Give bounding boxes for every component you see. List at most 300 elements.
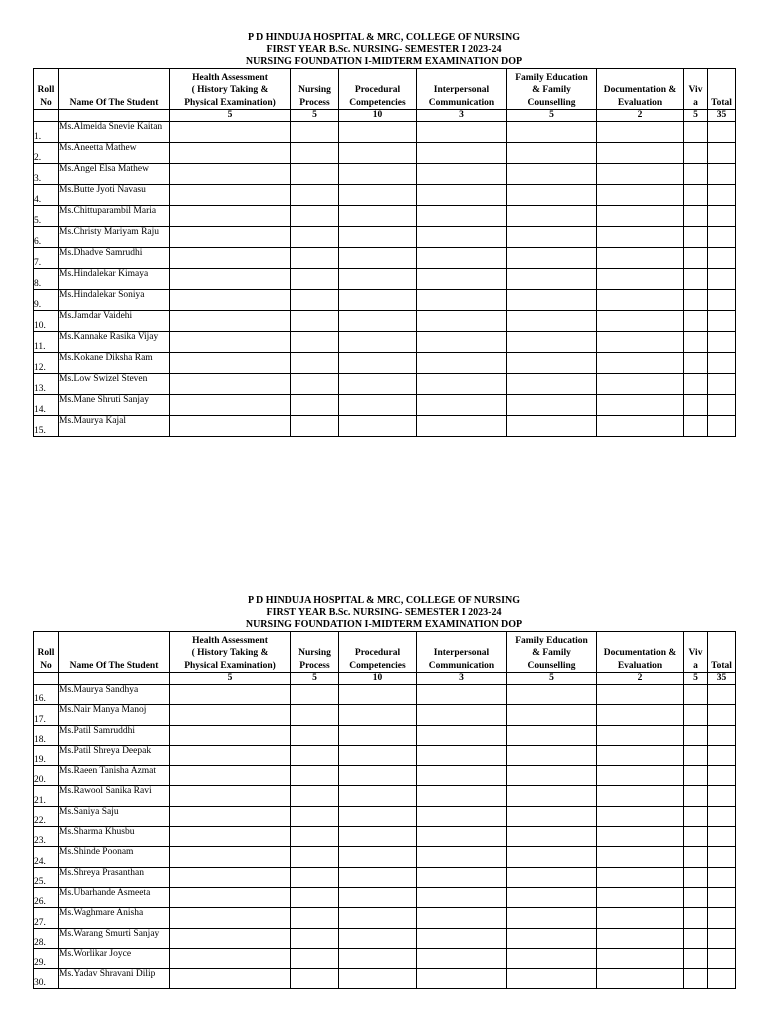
max-marks-health: 5 [170, 110, 291, 122]
max-marks-family: 5 [507, 673, 597, 685]
mark-cell-health[interactable] [170, 185, 291, 206]
mark-cell-health[interactable] [170, 786, 291, 806]
mark-cell-documentation[interactable] [597, 908, 684, 928]
mark-cell-procedural[interactable] [339, 948, 417, 968]
mark-cell-documentation[interactable] [597, 705, 684, 725]
student-name: Ms.Yadav Shravani Dilip [59, 969, 170, 989]
roll-number: 28. [34, 928, 59, 948]
max-marks-row [34, 110, 736, 122]
mark-cell-documentation[interactable] [597, 374, 684, 395]
mark-cell-health[interactable] [170, 248, 291, 269]
mark-cell-nursing[interactable] [291, 908, 339, 928]
mark-cell-health[interactable] [170, 705, 291, 725]
mark-cell-documentation[interactable] [597, 416, 684, 437]
mark-cell-family[interactable] [507, 122, 597, 143]
mark-cell-procedural[interactable] [339, 969, 417, 989]
mark-cell-total[interactable] [708, 248, 736, 269]
mark-cell-viva[interactable] [684, 827, 708, 847]
mark-cell-total[interactable] [708, 908, 736, 928]
mark-cell-viva[interactable] [684, 143, 708, 164]
mark-cell-nursing[interactable] [291, 206, 339, 227]
mark-cell-viva[interactable] [684, 745, 708, 765]
max-marks-procedural: 10 [339, 110, 417, 122]
mark-cell-family[interactable] [507, 685, 597, 705]
mark-cell-documentation[interactable] [597, 269, 684, 290]
mark-cell-nursing[interactable] [291, 969, 339, 989]
mark-cell-family[interactable] [507, 948, 597, 968]
mark-cell-documentation[interactable] [597, 725, 684, 745]
mark-cell-nursing[interactable] [291, 374, 339, 395]
mark-cell-interpersonal[interactable] [417, 705, 507, 725]
mark-cell-family[interactable] [507, 806, 597, 826]
mark-cell-viva[interactable] [684, 786, 708, 806]
student-row [34, 416, 736, 437]
mark-cell-health[interactable] [170, 725, 291, 745]
mark-cell-viva[interactable] [684, 928, 708, 948]
mark-cell-total[interactable] [708, 227, 736, 248]
mark-cell-documentation[interactable] [597, 164, 684, 185]
mark-cell-interpersonal[interactable] [417, 248, 507, 269]
student-row [34, 353, 736, 374]
mark-cell-viva[interactable] [684, 374, 708, 395]
mark-cell-health[interactable] [170, 395, 291, 416]
roll-number: 9. [34, 290, 59, 311]
mark-cell-interpersonal[interactable] [417, 766, 507, 786]
roll-number: 23. [34, 827, 59, 847]
mark-cell-procedural[interactable] [339, 185, 417, 206]
mark-cell-procedural[interactable] [339, 332, 417, 353]
mark-cell-health[interactable] [170, 206, 291, 227]
student-name: Ms.Saniya Saju [59, 806, 170, 826]
roll-number: 22. [34, 806, 59, 826]
mark-cell-nursing[interactable] [291, 685, 339, 705]
procedural-competencies-header: Procedural Competencies [339, 69, 417, 110]
mark-cell-documentation[interactable] [597, 185, 684, 206]
mark-cell-health[interactable] [170, 353, 291, 374]
mark-cell-procedural[interactable] [339, 745, 417, 765]
mark-cell-documentation[interactable] [597, 248, 684, 269]
mark-cell-procedural[interactable] [339, 311, 417, 332]
student-row [34, 311, 736, 332]
mark-cell-nursing[interactable] [291, 705, 339, 725]
mark-cell-interpersonal[interactable] [417, 227, 507, 248]
student-row [34, 725, 736, 745]
mark-cell-total[interactable] [708, 122, 736, 143]
student-row [34, 887, 736, 907]
mark-cell-total[interactable] [708, 685, 736, 705]
mark-cell-procedural[interactable] [339, 416, 417, 437]
mark-cell-total[interactable] [708, 395, 736, 416]
student-name: Ms.Hindalekar Kimaya [59, 269, 170, 290]
roll-number: 26. [34, 887, 59, 907]
mark-cell-family[interactable] [507, 185, 597, 206]
max-marks-interpersonal: 3 [417, 110, 507, 122]
mark-cell-documentation[interactable] [597, 206, 684, 227]
mark-cell-documentation[interactable] [597, 827, 684, 847]
mark-cell-family[interactable] [507, 290, 597, 311]
mark-cell-health[interactable] [170, 227, 291, 248]
mark-cell-total[interactable] [708, 928, 736, 948]
mark-cell-documentation[interactable] [597, 867, 684, 887]
mark-cell-procedural[interactable] [339, 353, 417, 374]
mark-cell-nursing[interactable] [291, 766, 339, 786]
mark-cell-interpersonal[interactable] [417, 122, 507, 143]
mark-cell-family[interactable] [507, 725, 597, 745]
mark-cell-procedural[interactable] [339, 867, 417, 887]
mark-cell-documentation[interactable] [597, 847, 684, 867]
mark-cell-interpersonal[interactable] [417, 374, 507, 395]
mark-cell-interpersonal[interactable] [417, 311, 507, 332]
mark-cell-viva[interactable] [684, 311, 708, 332]
mark-cell-nursing[interactable] [291, 311, 339, 332]
mark-cell-viva[interactable] [684, 685, 708, 705]
mark-cell-nursing[interactable] [291, 847, 339, 867]
mark-cell-documentation[interactable] [597, 311, 684, 332]
mark-cell-viva[interactable] [684, 353, 708, 374]
mark-cell-procedural[interactable] [339, 143, 417, 164]
mark-cell-family[interactable] [507, 374, 597, 395]
mark-cell-procedural[interactable] [339, 269, 417, 290]
mark-cell-documentation[interactable] [597, 395, 684, 416]
mark-cell-procedural[interactable] [339, 164, 417, 185]
total-header: Total [708, 632, 736, 673]
mark-cell-total[interactable] [708, 185, 736, 206]
nursing-process-header: Nursing Process [291, 632, 339, 673]
mark-cell-total[interactable] [708, 290, 736, 311]
mark-cell-interpersonal[interactable] [417, 928, 507, 948]
mark-cell-family[interactable] [507, 227, 597, 248]
max-marks-procedural: 10 [339, 673, 417, 685]
mark-cell-nursing[interactable] [291, 416, 339, 437]
mark-cell-procedural[interactable] [339, 227, 417, 248]
mark-cell-interpersonal[interactable] [417, 847, 507, 867]
mark-cell-nursing[interactable] [291, 867, 339, 887]
mark-cell-interpersonal[interactable] [417, 867, 507, 887]
student-name: Ms.Mane Shruti Sanjay [59, 395, 170, 416]
interpersonal-communication-header: Interpersonal Communication [417, 69, 507, 110]
student-name: Ms.Kokane Diksha Ram [59, 353, 170, 374]
mark-cell-total[interactable] [708, 766, 736, 786]
mark-cell-health[interactable] [170, 311, 291, 332]
mark-cell-family[interactable] [507, 867, 597, 887]
mark-cell-interpersonal[interactable] [417, 395, 507, 416]
mark-cell-viva[interactable] [684, 766, 708, 786]
mark-cell-total[interactable] [708, 206, 736, 227]
mark-cell-total[interactable] [708, 374, 736, 395]
mark-cell-procedural[interactable] [339, 290, 417, 311]
mark-cell-viva[interactable] [684, 185, 708, 206]
family-education-header: Family Education & Family Counselling [507, 632, 597, 673]
student-rows [34, 122, 736, 437]
mark-cell-documentation[interactable] [597, 969, 684, 989]
mark-cell-total[interactable] [708, 269, 736, 290]
mark-cell-total[interactable] [708, 827, 736, 847]
mark-cell-nursing[interactable] [291, 185, 339, 206]
mark-cell-interpersonal[interactable] [417, 908, 507, 928]
column-header-row [34, 632, 736, 673]
mark-cell-procedural[interactable] [339, 122, 417, 143]
mark-cell-health[interactable] [170, 143, 291, 164]
mark-cell-total[interactable] [708, 745, 736, 765]
mark-cell-viva[interactable] [684, 416, 708, 437]
mark-cell-nursing[interactable] [291, 948, 339, 968]
mark-cell-viva[interactable] [684, 290, 708, 311]
mark-cell-viva[interactable] [684, 948, 708, 968]
mark-cell-documentation[interactable] [597, 685, 684, 705]
mark-cell-nursing[interactable] [291, 353, 339, 374]
mark-cell-procedural[interactable] [339, 786, 417, 806]
mark-cell-documentation[interactable] [597, 786, 684, 806]
mark-cell-procedural[interactable] [339, 705, 417, 725]
mark-cell-procedural[interactable] [339, 395, 417, 416]
mark-cell-procedural[interactable] [339, 847, 417, 867]
mark-cell-viva[interactable] [684, 847, 708, 867]
mark-cell-health[interactable] [170, 290, 291, 311]
student-row [34, 206, 736, 227]
mark-cell-viva[interactable] [684, 164, 708, 185]
mark-cell-nursing[interactable] [291, 887, 339, 907]
mark-cell-viva[interactable] [684, 908, 708, 928]
mark-cell-nursing[interactable] [291, 290, 339, 311]
mark-cell-health[interactable] [170, 685, 291, 705]
mark-cell-total[interactable] [708, 969, 736, 989]
mark-cell-health[interactable] [170, 827, 291, 847]
mark-cell-documentation[interactable] [597, 122, 684, 143]
mark-cell-total[interactable] [708, 725, 736, 745]
mark-cell-family[interactable] [507, 969, 597, 989]
mark-cell-nursing[interactable] [291, 122, 339, 143]
mark-cell-documentation[interactable] [597, 332, 684, 353]
mark-cell-family[interactable] [507, 143, 597, 164]
mark-cell-health[interactable] [170, 332, 291, 353]
mark-cell-procedural[interactable] [339, 928, 417, 948]
mark-cell-procedural[interactable] [339, 766, 417, 786]
mark-cell-documentation[interactable] [597, 290, 684, 311]
student-row [34, 248, 736, 269]
mark-cell-health[interactable] [170, 416, 291, 437]
mark-cell-family[interactable] [507, 827, 597, 847]
mark-cell-interpersonal[interactable] [417, 745, 507, 765]
mark-cell-health[interactable] [170, 867, 291, 887]
mark-cell-total[interactable] [708, 786, 736, 806]
roll-number: 1. [34, 122, 59, 143]
mark-cell-nursing[interactable] [291, 269, 339, 290]
mark-cell-documentation[interactable] [597, 143, 684, 164]
mark-cell-nursing[interactable] [291, 786, 339, 806]
student-row [34, 290, 736, 311]
student-name: Ms.Christy Mariyam Raju [59, 227, 170, 248]
mark-cell-family[interactable] [507, 332, 597, 353]
marks-table [33, 631, 736, 989]
mark-cell-nursing[interactable] [291, 827, 339, 847]
mark-cell-family[interactable] [507, 745, 597, 765]
mark-cell-family[interactable] [507, 311, 597, 332]
mark-cell-total[interactable] [708, 867, 736, 887]
viva-header: Viv a [684, 69, 708, 110]
mark-cell-health[interactable] [170, 806, 291, 826]
mark-cell-family[interactable] [507, 206, 597, 227]
mark-cell-interpersonal[interactable] [417, 948, 507, 968]
mark-cell-viva[interactable] [684, 705, 708, 725]
mark-cell-procedural[interactable] [339, 887, 417, 907]
mark-cell-family[interactable] [507, 248, 597, 269]
mark-cell-procedural[interactable] [339, 827, 417, 847]
mark-cell-health[interactable] [170, 374, 291, 395]
mark-cell-total[interactable] [708, 887, 736, 907]
mark-cell-procedural[interactable] [339, 374, 417, 395]
mark-cell-family[interactable] [507, 928, 597, 948]
mark-cell-total[interactable] [708, 311, 736, 332]
mark-cell-documentation[interactable] [597, 745, 684, 765]
student-name: Ms.Hindalekar Soniya [59, 290, 170, 311]
mark-cell-interpersonal[interactable] [417, 185, 507, 206]
mark-cell-family[interactable] [507, 269, 597, 290]
mark-cell-procedural[interactable] [339, 908, 417, 928]
mark-cell-documentation[interactable] [597, 806, 684, 826]
mark-cell-interpersonal[interactable] [417, 143, 507, 164]
student-name: Ms.Ubarhande Asmeeta [59, 887, 170, 907]
mark-cell-nursing[interactable] [291, 164, 339, 185]
mark-cell-viva[interactable] [684, 122, 708, 143]
mark-cell-health[interactable] [170, 766, 291, 786]
mark-cell-interpersonal[interactable] [417, 827, 507, 847]
mark-cell-nursing[interactable] [291, 395, 339, 416]
mark-cell-health[interactable] [170, 928, 291, 948]
mark-cell-family[interactable] [507, 705, 597, 725]
mark-cell-interpersonal[interactable] [417, 164, 507, 185]
procedural-competencies-header: Procedural Competencies [339, 632, 417, 673]
health-assessment-header: Health Assessment ( History Taking & Physical Examination) [170, 632, 291, 673]
mark-cell-documentation[interactable] [597, 887, 684, 907]
student-row [34, 269, 736, 290]
mark-cell-interpersonal[interactable] [417, 332, 507, 353]
mark-cell-total[interactable] [708, 416, 736, 437]
mark-cell-family[interactable] [507, 395, 597, 416]
mark-cell-family[interactable] [507, 786, 597, 806]
mark-cell-interpersonal[interactable] [417, 806, 507, 826]
mark-cell-viva[interactable] [684, 332, 708, 353]
mark-cell-family[interactable] [507, 847, 597, 867]
mark-cell-documentation[interactable] [597, 766, 684, 786]
mark-cell-procedural[interactable] [339, 806, 417, 826]
mark-cell-health[interactable] [170, 269, 291, 290]
mark-cell-interpersonal[interactable] [417, 725, 507, 745]
mark-cell-interpersonal[interactable] [417, 887, 507, 907]
mark-cell-family[interactable] [507, 908, 597, 928]
mark-cell-documentation[interactable] [597, 227, 684, 248]
mark-cell-family[interactable] [507, 766, 597, 786]
roll-number: 25. [34, 867, 59, 887]
mark-cell-total[interactable] [708, 332, 736, 353]
student-name: Ms.Maurya Kajal [59, 416, 170, 437]
nursing-process-header: Nursing Process [291, 69, 339, 110]
student-row [34, 143, 736, 164]
mark-cell-viva[interactable] [684, 206, 708, 227]
mark-cell-viva[interactable] [684, 867, 708, 887]
max-marks-blank [59, 673, 170, 685]
mark-cell-total[interactable] [708, 847, 736, 867]
mark-cell-procedural[interactable] [339, 725, 417, 745]
mark-cell-health[interactable] [170, 948, 291, 968]
student-name: Ms.Waghmare Anisha [59, 908, 170, 928]
mark-cell-interpersonal[interactable] [417, 416, 507, 437]
mark-cell-nursing[interactable] [291, 745, 339, 765]
mark-cell-nursing[interactable] [291, 143, 339, 164]
mark-cell-interpersonal[interactable] [417, 206, 507, 227]
mark-cell-viva[interactable] [684, 269, 708, 290]
mark-cell-nursing[interactable] [291, 227, 339, 248]
mark-cell-nursing[interactable] [291, 806, 339, 826]
mark-cell-viva[interactable] [684, 248, 708, 269]
max-marks-nursing: 5 [291, 110, 339, 122]
roll-number: 27. [34, 908, 59, 928]
mark-cell-nursing[interactable] [291, 928, 339, 948]
mark-cell-total[interactable] [708, 948, 736, 968]
mark-cell-interpersonal[interactable] [417, 353, 507, 374]
roll-no-header: Roll No [34, 632, 59, 673]
mark-cell-procedural[interactable] [339, 206, 417, 227]
roll-number: 10. [34, 311, 59, 332]
mark-cell-nursing[interactable] [291, 725, 339, 745]
max-marks-blank [34, 110, 59, 122]
roll-number: 20. [34, 766, 59, 786]
mark-cell-family[interactable] [507, 353, 597, 374]
mark-cell-viva[interactable] [684, 887, 708, 907]
mark-cell-interpersonal[interactable] [417, 685, 507, 705]
mark-cell-health[interactable] [170, 969, 291, 989]
mark-cell-viva[interactable] [684, 725, 708, 745]
mark-cell-viva[interactable] [684, 969, 708, 989]
mark-cell-documentation[interactable] [597, 353, 684, 374]
mark-cell-health[interactable] [170, 887, 291, 907]
mark-cell-interpersonal[interactable] [417, 269, 507, 290]
mark-cell-family[interactable] [507, 416, 597, 437]
mark-cell-procedural[interactable] [339, 685, 417, 705]
mark-cell-nursing[interactable] [291, 248, 339, 269]
roll-number: 12. [34, 353, 59, 374]
mark-cell-interpersonal[interactable] [417, 290, 507, 311]
roll-number: 30. [34, 969, 59, 989]
mark-cell-health[interactable] [170, 164, 291, 185]
mark-cell-viva[interactable] [684, 806, 708, 826]
mark-cell-family[interactable] [507, 887, 597, 907]
program-title: FIRST YEAR B.Sc. NURSING- SEMESTER I 2023-24 [266, 44, 502, 55]
health-assessment-header: Health Assessment ( History Taking & Physical Examination) [170, 69, 291, 110]
mark-cell-health[interactable] [170, 847, 291, 867]
mark-cell-viva[interactable] [684, 395, 708, 416]
mark-cell-total[interactable] [708, 806, 736, 826]
student-rows [34, 685, 736, 989]
mark-cell-family[interactable] [507, 164, 597, 185]
mark-cell-total[interactable] [708, 705, 736, 725]
student-name: Ms.Angel Elsa Mathew [59, 164, 170, 185]
mark-cell-health[interactable] [170, 908, 291, 928]
mark-cell-total[interactable] [708, 164, 736, 185]
mark-cell-health[interactable] [170, 745, 291, 765]
mark-cell-documentation[interactable] [597, 928, 684, 948]
mark-cell-procedural[interactable] [339, 248, 417, 269]
mark-cell-total[interactable] [708, 143, 736, 164]
mark-cell-documentation[interactable] [597, 948, 684, 968]
mark-cell-interpersonal[interactable] [417, 786, 507, 806]
mark-cell-total[interactable] [708, 353, 736, 374]
student-row [34, 786, 736, 806]
mark-cell-nursing[interactable] [291, 332, 339, 353]
roll-number: 2. [34, 143, 59, 164]
mark-cell-viva[interactable] [684, 227, 708, 248]
mark-cell-interpersonal[interactable] [417, 969, 507, 989]
mark-cell-health[interactable] [170, 122, 291, 143]
